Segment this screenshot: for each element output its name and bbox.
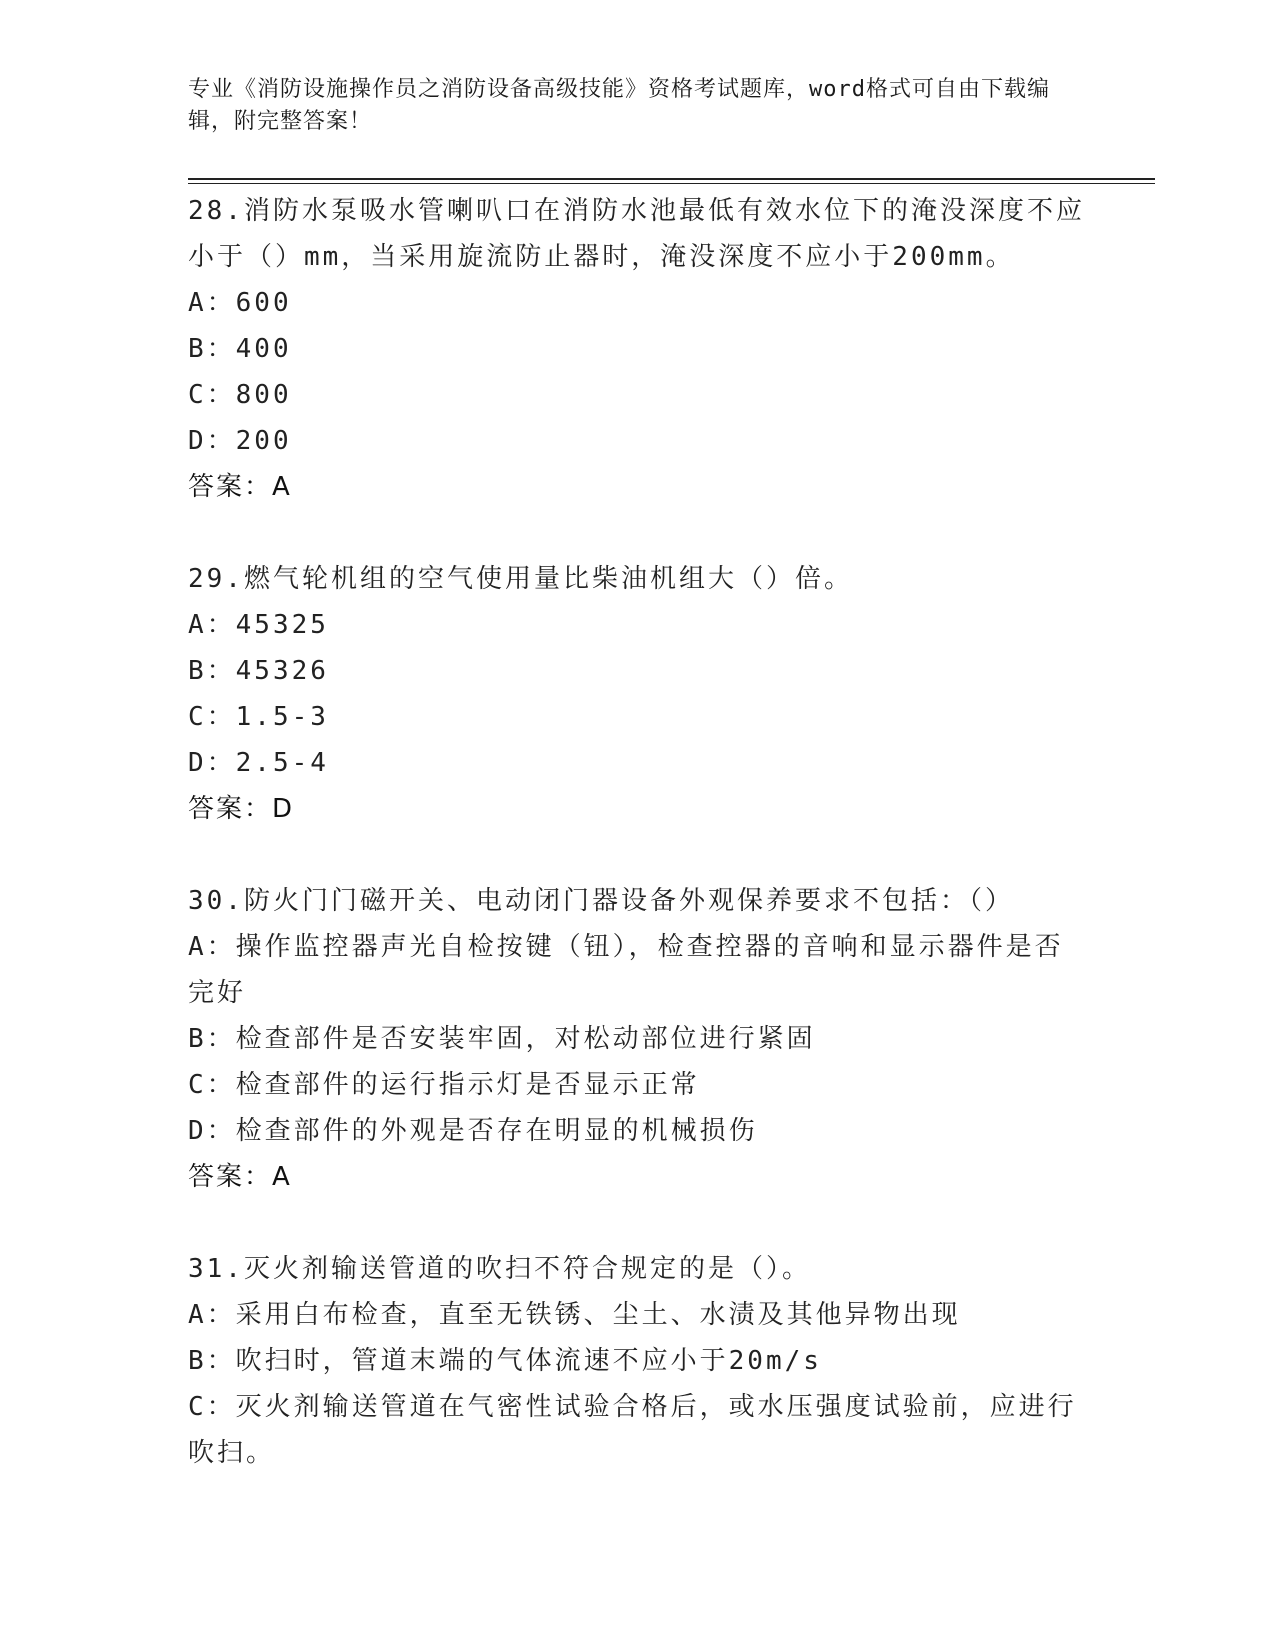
question-stem: 28.消防水泵吸水管喇叭口在消防水池最低有效水位下的淹没深度不应小于（）mm，当采用旋流防止器时，淹没深度不应小于200mm。	[188, 196, 1085, 272]
option-a: A：操作监控器声光自检按键（钮），检查控器的音响和显示器件是否完好	[188, 932, 1064, 1008]
option-b: B：检查部件是否安装牢固，对松动部位进行紧固	[188, 1024, 816, 1054]
question-29	[188, 556, 1088, 832]
option-d: D：检查部件的外观是否存在明显的机械损伤	[188, 1116, 758, 1146]
question-stem: 31.灭火剂输送管道的吹扫不符合规定的是（）。	[188, 1254, 811, 1284]
answer-line: 答案：A	[188, 1162, 292, 1192]
option-b: B：45326	[188, 656, 329, 686]
option-b: B：400	[188, 334, 292, 364]
question-31	[188, 1246, 1088, 1476]
question-stem: 29.燃气轮机组的空气使用量比柴油机组大（）倍。	[188, 564, 853, 594]
question-spacer	[188, 1200, 1088, 1246]
option-d: D：2.5-4	[188, 748, 329, 778]
question-list	[188, 188, 1088, 1476]
option-b: B：吹扫时，管道末端的气体流速不应小于20m/s	[188, 1346, 822, 1376]
answer-line: 答案：A	[188, 472, 292, 502]
option-c: C：1.5-3	[188, 702, 329, 732]
question-28	[188, 188, 1088, 510]
option-c: C：灭火剂输送管道在气密性试验合格后，或水压强度试验前，应进行吹扫。	[188, 1392, 1077, 1468]
option-c: C：检查部件的运行指示灯是否显示正常	[188, 1070, 700, 1100]
header-divider-thick	[188, 178, 1155, 180]
question-spacer	[188, 510, 1088, 556]
question-30	[188, 878, 1088, 1200]
option-d: D：200	[188, 426, 292, 456]
header-divider-thin	[188, 183, 1155, 184]
answer-line: 答案：D	[188, 794, 295, 824]
question-stem: 30.防火门门磁开关、电动闭门器设备外观保养要求不包括：（）	[188, 886, 1014, 916]
option-a: A：采用白布检查，直至无铁锈、尘土、水渍及其他异物出现	[188, 1300, 961, 1330]
option-a: A：600	[188, 288, 292, 318]
option-c: C：800	[188, 380, 292, 410]
question-spacer	[188, 832, 1088, 878]
document-header: 专业《消防设施操作员之消防设备高级技能》资格考试题库，word格式可自由下载编辑，附完整答案！	[188, 77, 1050, 134]
option-a: A：45325	[188, 610, 329, 640]
